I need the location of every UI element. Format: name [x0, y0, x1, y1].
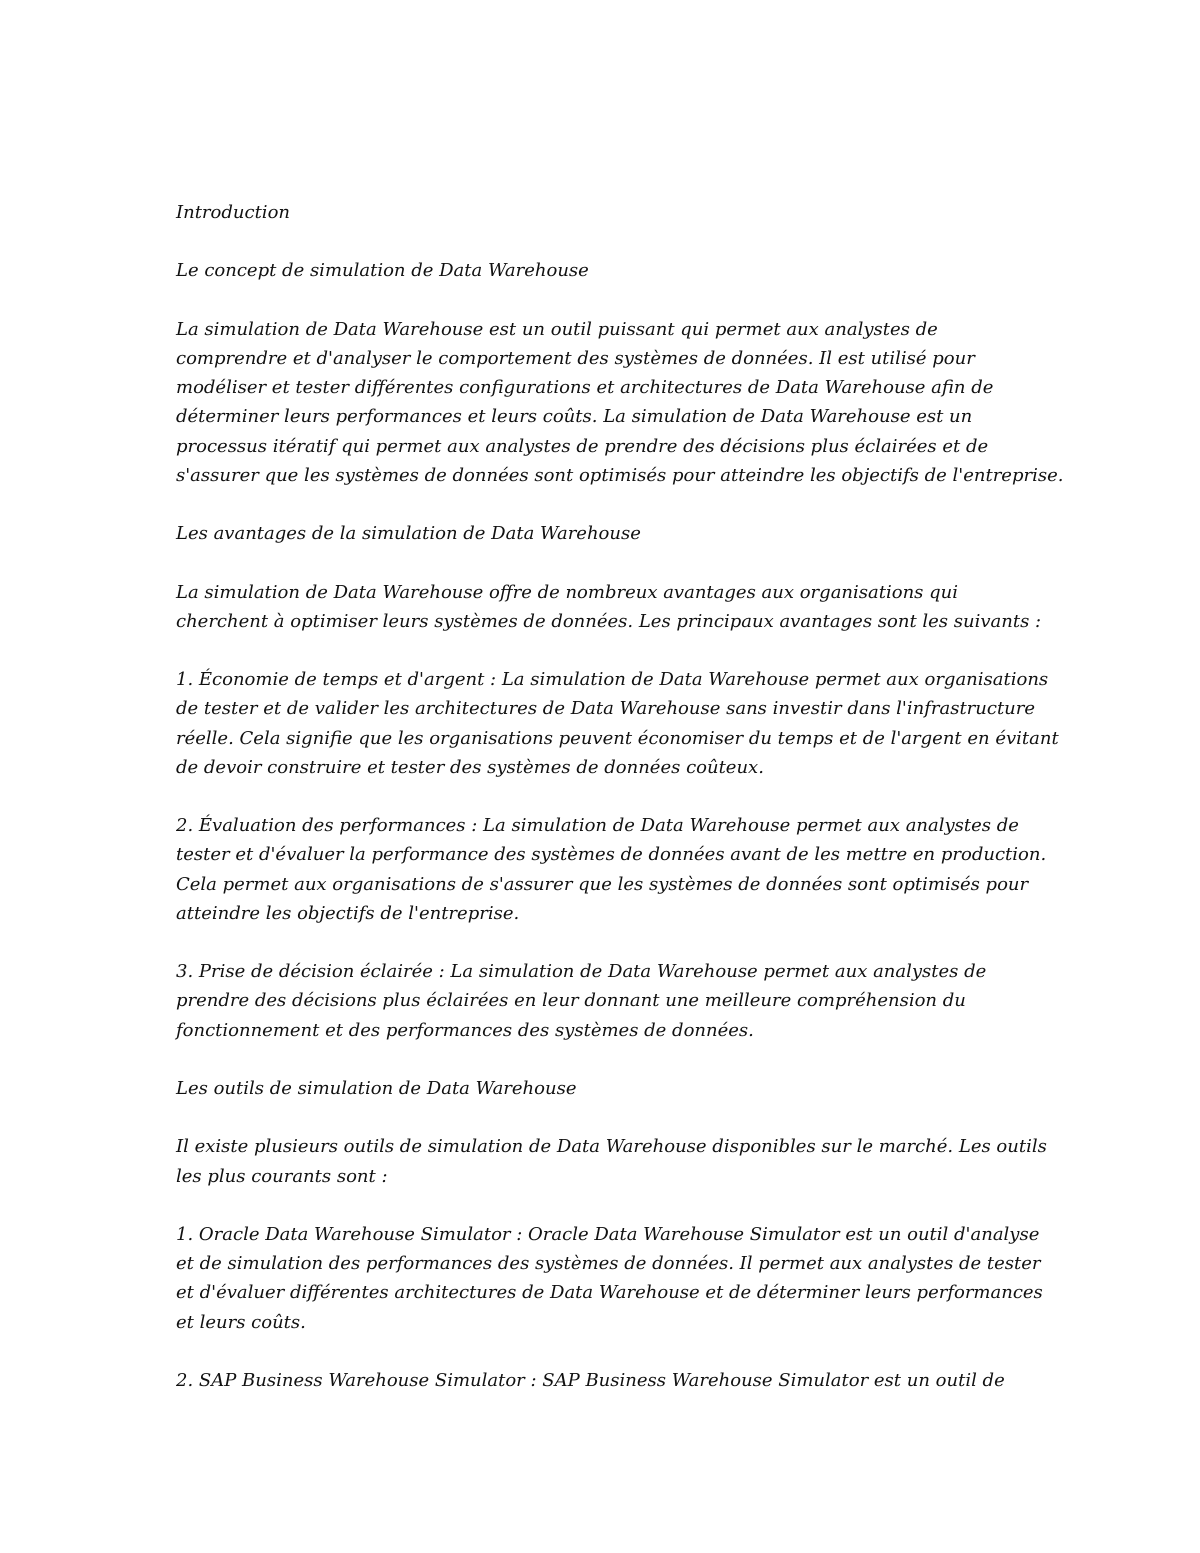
- paragraph-line: Cela permet aux organisations de s'assurer que les systèmes de données sont optimisés pour: [176, 873, 1029, 895]
- tools-intro-paragraph: [176, 1132, 1047, 1190]
- tool-item-2: [176, 1366, 1036, 1395]
- tool-item-1: [176, 1220, 1043, 1337]
- paragraph-line: atteindre les objectifs de l'entreprise.: [176, 902, 520, 924]
- paragraph-line: déterminer leurs performances et leurs coûts. La simulation de Data Warehouse est un: [176, 406, 973, 428]
- paragraph-line: de tester et de valider les architectures de Data Warehouse sans investir dans l'infrastructure: [176, 698, 1036, 720]
- paragraph-line: comprendre et d'analyser le comportement des systèmes de données. Il est utilisé pour: [176, 347, 975, 369]
- intro-heading: [176, 198, 1036, 227]
- paragraph-line: 2. SAP Business Warehouse Simulator : SAP Business Warehouse Simulator est un outil de: [176, 1369, 1005, 1391]
- paragraph-line: et d'évaluer différentes architectures de Data Warehouse et de déterminer leurs performances: [176, 1282, 1043, 1304]
- advantages-heading-text: Les avantages de la simulation de Data Warehouse: [176, 523, 641, 545]
- concept-heading-text: Le concept de simulation de Data Warehouse: [176, 260, 589, 282]
- tools-heading: [176, 1074, 1036, 1103]
- paragraph-line: de devoir construire et tester des systèmes de données coûteux.: [176, 756, 764, 778]
- paragraph-line: modéliser et tester différentes configurations et architectures de Data Warehouse afin de: [176, 377, 994, 399]
- paragraph-line: fonctionnement et des performances des systèmes de données.: [176, 1019, 754, 1041]
- paragraph-line: réelle. Cela signifie que les organisations peuvent économiser du temps et de l'argent en évitant: [176, 727, 1059, 749]
- paragraph-line: La simulation de Data Warehouse est un outil puissant qui permet aux analystes de: [176, 318, 938, 340]
- paragraph-line: et de simulation des performances des systèmes de données. Il permet aux analystes de tester: [176, 1253, 1041, 1275]
- advantages-heading: [176, 519, 1036, 548]
- paragraph-line: cherchent à optimiser leurs systèmes de données. Les principaux avantages sont les suivants :: [176, 610, 1042, 632]
- paragraph-line: les plus courants sont :: [176, 1165, 388, 1187]
- tools-heading-text: Les outils de simulation de Data Warehouse: [176, 1077, 577, 1099]
- advantage-item-1: [176, 665, 1059, 782]
- concept-heading: [176, 256, 1036, 285]
- paragraph-line: processus itératif qui permet aux analystes de prendre des décisions plus éclairées et de: [176, 435, 989, 457]
- document-body: [176, 198, 1064, 1424]
- paragraph-line: tester et d'évaluer la performance des systèmes de données avant de les mettre en production.: [176, 844, 1047, 866]
- paragraph-line: prendre des décisions plus éclairées en leur donnant une meilleure compréhension du: [176, 990, 966, 1012]
- paragraph-line: La simulation de Data Warehouse offre de nombreux avantages aux organisations qui: [176, 581, 958, 603]
- advantage-item-3: [176, 957, 1036, 1045]
- concept-paragraph: [176, 315, 1064, 490]
- advantage-item-2: [176, 811, 1047, 928]
- paragraph-line: s'assurer que les systèmes de données sont optimisés pour atteindre les objectifs de l'entreprise.: [176, 464, 1064, 486]
- paragraph-line: 1. Oracle Data Warehouse Simulator : Oracle Data Warehouse Simulator est un outil d'analyse: [176, 1223, 1040, 1245]
- paragraph-line: Il existe plusieurs outils de simulation de Data Warehouse disponibles sur le marché. Les outils: [176, 1136, 1047, 1158]
- intro-heading-text: Introduction: [176, 202, 290, 223]
- advantages-intro-paragraph: [176, 578, 1042, 636]
- paragraph-line: et leurs coûts.: [176, 1311, 306, 1333]
- paragraph-line: 3. Prise de décision éclairée : La simulation de Data Warehouse permet aux analystes de: [176, 961, 987, 983]
- paragraph-line: 2. Évaluation des performances : La simulation de Data Warehouse permet aux analystes de: [176, 815, 1019, 837]
- paragraph-line: 1. Économie de temps et d'argent : La simulation de Data Warehouse permet aux organisations: [176, 669, 1049, 691]
